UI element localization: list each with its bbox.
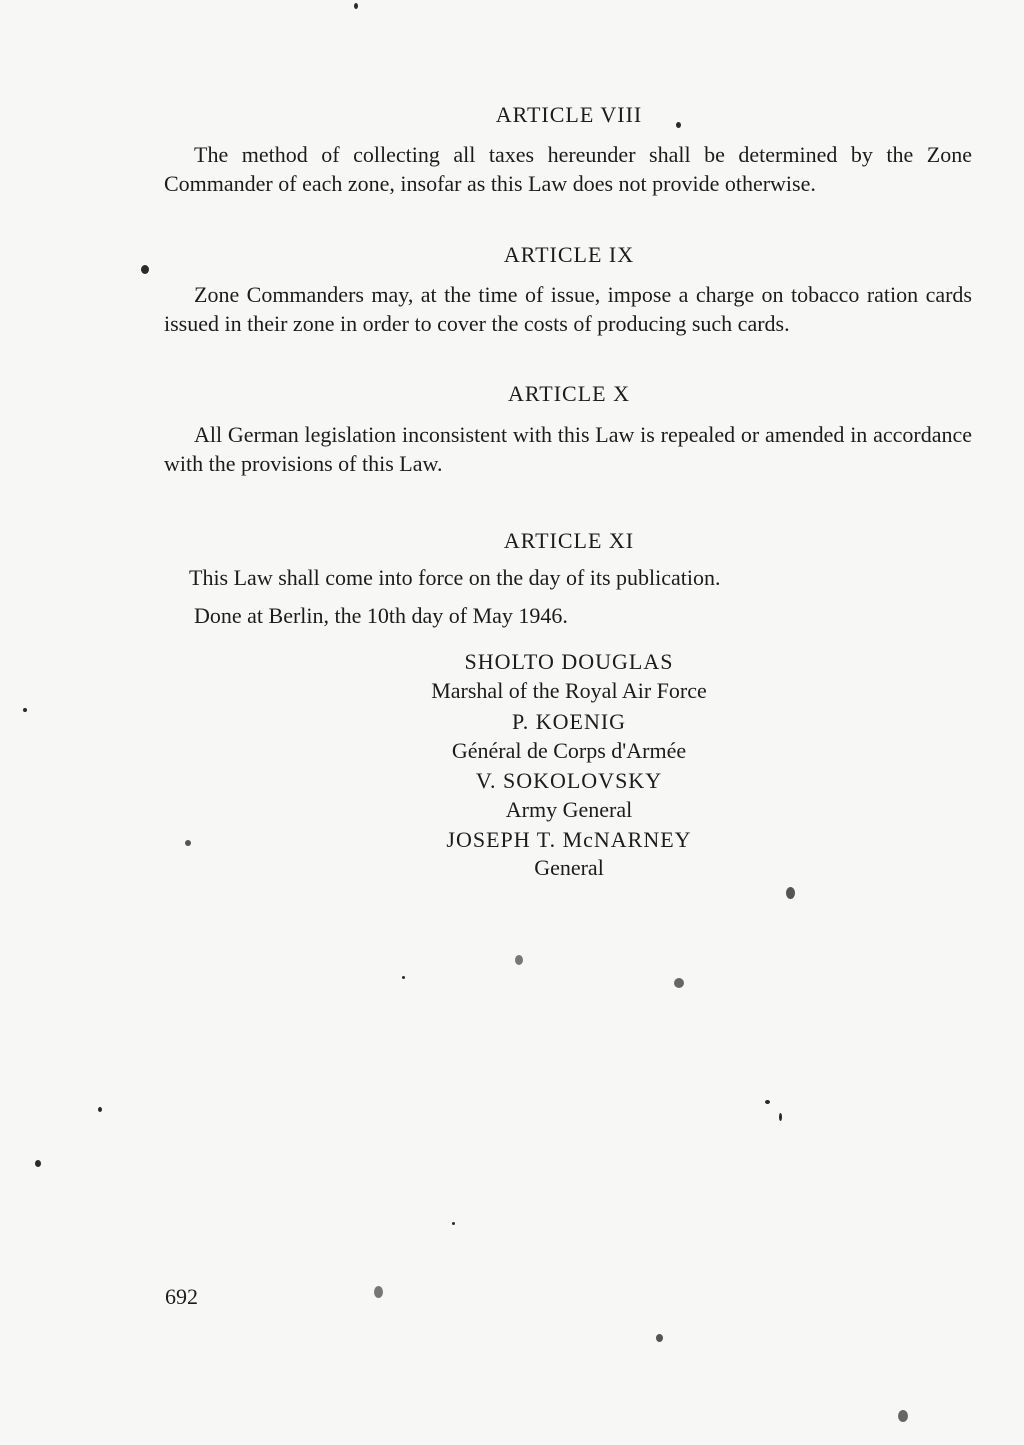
- article-text: The method of collecting all taxes hereunder shall be determined by the Zone Commander of each zone, insofar as this Law does not provide otherwise.: [164, 142, 972, 196]
- article-heading: ARTICLE VIII: [495, 102, 643, 127]
- page-number: 692: [165, 1284, 198, 1309]
- signatory-title: General: [534, 855, 604, 880]
- done-line: Done at Berlin, the 10th day of May 1946.: [194, 603, 568, 628]
- article-heading: ARTICLE IX: [503, 242, 635, 267]
- article-text: Zone Commanders may, at the time of issue, impose a charge on tobacco ration cards issued in their zone in order to cover the costs of producing such cards.: [164, 282, 972, 336]
- signatory-title: Army General: [505, 797, 633, 822]
- signatory-name: P. KOENIG: [511, 709, 627, 734]
- signatory-title: Marshal of the Royal Air Force: [431, 678, 707, 703]
- signatory-name: V. SOKOLOVSKY: [475, 768, 663, 793]
- article-text: This Law shall come into force on the day of its publication.: [189, 565, 721, 590]
- signatory-name: SHOLTO DOUGLAS: [464, 649, 674, 674]
- article-heading: ARTICLE XI: [503, 528, 635, 553]
- article-heading: ARTICLE X: [508, 381, 630, 406]
- signatory-title: Général de Corps d'Armée: [451, 738, 687, 763]
- signatory-name: JOSEPH T. McNARNEY: [446, 827, 692, 852]
- article-text: All German legislation inconsistent with this Law is repealed or amended in accordance with the provisions of this Law.: [164, 422, 972, 476]
